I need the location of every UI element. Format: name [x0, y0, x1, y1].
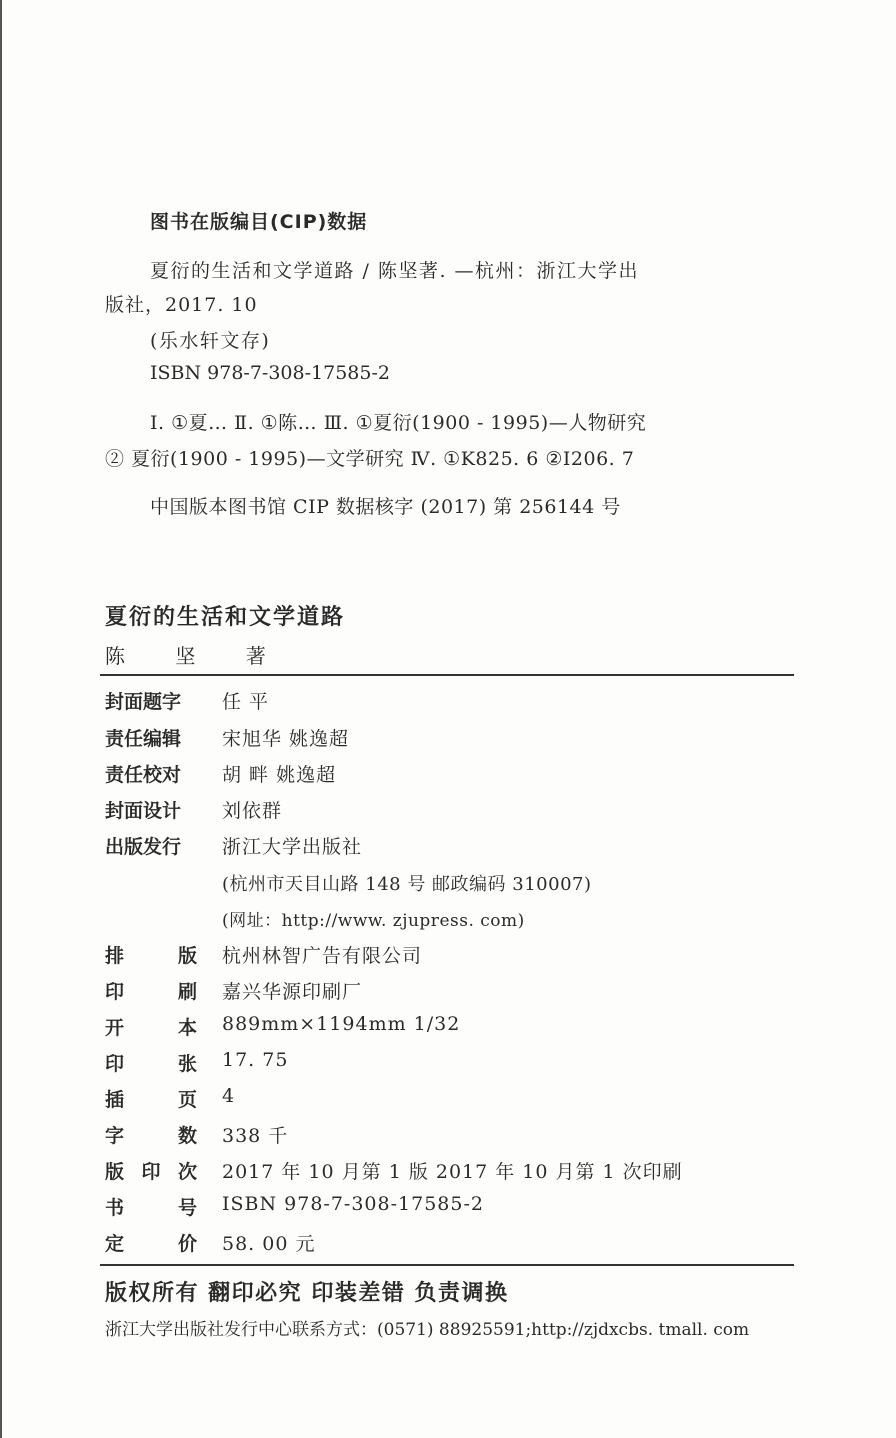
cip-heading: 图书在版编目(CIP)数据: [150, 211, 368, 233]
credit-label: 开 本: [105, 1017, 197, 1039]
credit-label: 出版发行: [105, 836, 182, 858]
credit-label: 责任校对: [105, 764, 182, 786]
cip-series: (乐水轩文存): [150, 330, 271, 352]
cip-isbn: ISBN 978-7-308-17585-2: [150, 362, 390, 384]
contact-info: 浙江大学出版社发行中心联系方式：(0571) 88925591;http://zjdxcbs. tmall. com: [105, 1320, 750, 1340]
book-author: 陈 坚 著: [105, 644, 288, 668]
divider: [100, 674, 794, 676]
credit-value: 58. 00 元: [222, 1233, 316, 1255]
cip-subjects: ② 夏衍(1900 - 1995)—文学研究 Ⅳ. ①K825. 6 ②I206. 7: [105, 448, 635, 470]
rights-notice: 版权所有 翻印必究 印装差错 负责调换: [105, 1281, 509, 1306]
cip-record-line: 夏衍的生活和文学道路 / 陈坚著. —杭州：浙江大学出: [150, 260, 640, 282]
credit-value: 2017 年 10 月第 1 版 2017 年 10 月第 1 次印刷: [222, 1161, 683, 1183]
page-edge: [0, 0, 2, 1438]
credit-label: 版印次: [105, 1161, 197, 1183]
book-title: 夏衍的生活和文学道路: [105, 605, 346, 630]
publisher-website: (网址：http://www. zjupress. com): [222, 911, 525, 931]
credit-value: 4: [222, 1085, 236, 1107]
cip-subjects: Ⅰ. ①夏… Ⅱ. ①陈… Ⅲ. ①夏衍(1900 - 1995)—人物研究: [150, 412, 647, 434]
credit-label: 责任编辑: [105, 728, 182, 750]
credit-label: 排 版: [105, 945, 197, 967]
credit-value: 17. 75: [222, 1049, 289, 1071]
credit-label: 封面设计: [105, 800, 182, 822]
cip-number: 中国版本图书馆 CIP 数据核字 (2017) 第 256144 号: [150, 496, 621, 518]
credit-value: 刘依群: [222, 800, 283, 822]
credit-label: 插 页: [105, 1089, 197, 1111]
credit-value: ISBN 978-7-308-17585-2: [222, 1193, 484, 1215]
credit-value: 宋旭华 姚逸超: [222, 728, 350, 750]
cip-record-line: 版社，2017. 10: [105, 294, 258, 316]
divider: [100, 1264, 794, 1266]
credit-value: 889mm×1194mm 1/32: [222, 1013, 461, 1035]
credit-value: 任 平: [222, 691, 270, 713]
credit-label: 印 张: [105, 1053, 197, 1075]
credit-label: 封面题字: [105, 691, 182, 713]
credit-label: 印 刷: [105, 981, 197, 1003]
credit-value: 胡 畔 姚逸超: [222, 764, 337, 786]
credit-label: 定 价: [105, 1233, 197, 1255]
credit-label: 字 数: [105, 1125, 197, 1147]
publisher-address: (杭州市天目山路 148 号 邮政编码 310007): [222, 874, 592, 895]
credit-value: 嘉兴华源印刷厂: [222, 981, 363, 1003]
credit-label: 书 号: [105, 1197, 197, 1219]
credit-value: 浙江大学出版社: [222, 836, 363, 858]
credit-value: 338 千: [222, 1125, 289, 1147]
credit-value: 杭州林智广告有限公司: [222, 945, 423, 967]
